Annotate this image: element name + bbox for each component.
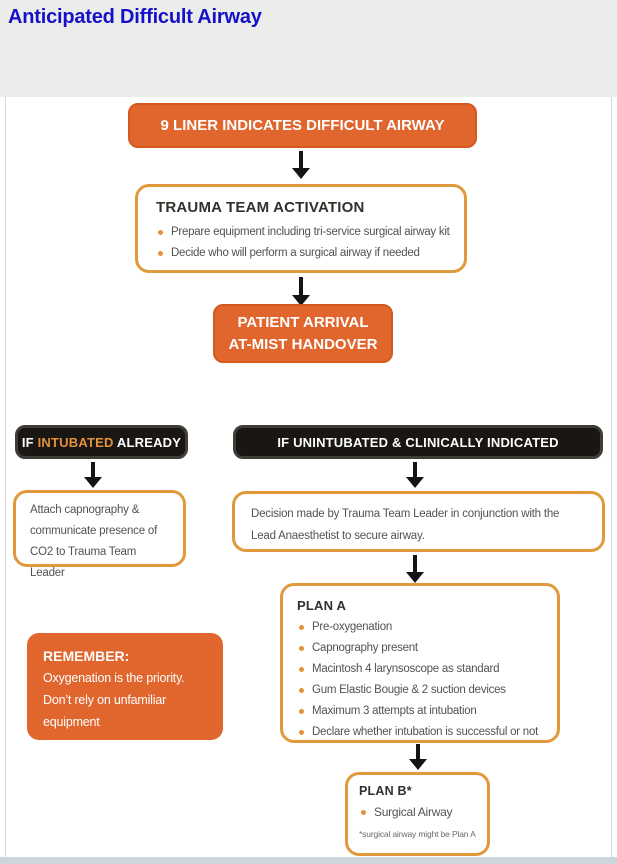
- trauma-team-activation-bullets: [156, 222, 450, 264]
- arrow-down-icon: [405, 555, 425, 583]
- plan-a-title: PLAN A: [297, 598, 347, 613]
- bullet-item: Maximum 3 attempts at intubation: [297, 701, 543, 722]
- window-edge-bar: [0, 857, 617, 864]
- header-highlight: INTUBATED: [37, 434, 114, 450]
- arrow-stem: [416, 744, 420, 759]
- patient-arrival-label: [229, 312, 378, 356]
- arrow-down-icon: [291, 151, 311, 179]
- remember-line: equipment: [43, 715, 100, 729]
- arrow-head: [84, 477, 102, 488]
- arrow-stem: [413, 555, 417, 572]
- decision-box: [232, 491, 605, 552]
- bullet-item: Capnography present: [297, 638, 543, 659]
- plan-b-box: [345, 772, 490, 856]
- if-unintubated-header: [233, 425, 603, 459]
- bullet-item: Prepare equipment including tri-service surgical airway kit: [156, 222, 446, 243]
- arrow-head: [292, 168, 310, 179]
- plan-b-footnote: *surgical airway might be Plan A: [359, 829, 476, 839]
- trauma-team-activation-box: [135, 184, 467, 273]
- arrow-stem: [91, 462, 95, 477]
- if-intubated-label: [22, 435, 181, 450]
- if-intubated-header: [15, 425, 188, 459]
- arrow-head: [409, 759, 427, 770]
- nine-liner-box: [128, 103, 477, 148]
- bullet-item: Gum Elastic Bougie & 2 suction devices: [297, 680, 543, 701]
- remember-line: Don’t rely on unfamiliar: [43, 693, 167, 707]
- arrow-stem: [413, 462, 417, 477]
- decision-text: Decision made by Trauma Team Leader in conjunction with the Lead Anaesthetist to secure airway.: [251, 508, 560, 542]
- nine-liner-label: 9 LINER INDICATES DIFFICULT AIRWAY: [160, 117, 445, 134]
- trauma-team-activation-title: TRAUMA TEAM ACTIVATION: [156, 199, 365, 216]
- plan-b-bullets: [359, 802, 476, 823]
- arrow-down-icon: [83, 462, 103, 488]
- plan-a-box: [280, 583, 560, 743]
- bullet-item: Macintosh 4 larynsoscope as standard: [297, 659, 543, 680]
- arrow-down-icon: [408, 744, 428, 770]
- capnography-box: [13, 490, 186, 579]
- page-title: Anticipated Difficult Airway: [8, 6, 262, 28]
- arrow-down-icon: [405, 462, 425, 488]
- arrow-stem: [299, 277, 303, 295]
- if-unintubated-label: IF UNINTUBATED & CLINICALLY INDICATED: [277, 434, 559, 450]
- arrow-head: [406, 477, 424, 488]
- bullet-item: Declare whether intubation is successful or not: [297, 722, 543, 743]
- remember-title: REMEMBER:: [43, 648, 130, 664]
- plan-a-bullets: [297, 617, 543, 743]
- arrow-stem: [299, 151, 303, 168]
- remember-line: Oxygenation is the priority.: [43, 671, 185, 685]
- bullet-item: Surgical Airway: [359, 802, 476, 823]
- bullet-item: Decide who will perform a surgical airway if needed: [156, 243, 446, 264]
- bullet-item: Pre-oxygenation: [297, 617, 543, 638]
- plan-b-title: PLAN B*: [359, 784, 412, 798]
- remember-box: [27, 633, 223, 740]
- patient-arrival-line1: PATIENT ARRIVAL: [237, 313, 369, 331]
- capnography-text: Attach capnography & communicate presence of CO2 to Trauma Team Leader: [30, 504, 158, 579]
- header-suffix: ALREADY: [113, 434, 182, 450]
- header-prefix: IF: [21, 434, 38, 450]
- patient-arrival-line2: AT-MIST HANDOVER: [228, 335, 378, 353]
- arrow-down-icon: [291, 277, 311, 306]
- patient-arrival-box: [213, 304, 393, 363]
- arrow-head: [406, 572, 424, 583]
